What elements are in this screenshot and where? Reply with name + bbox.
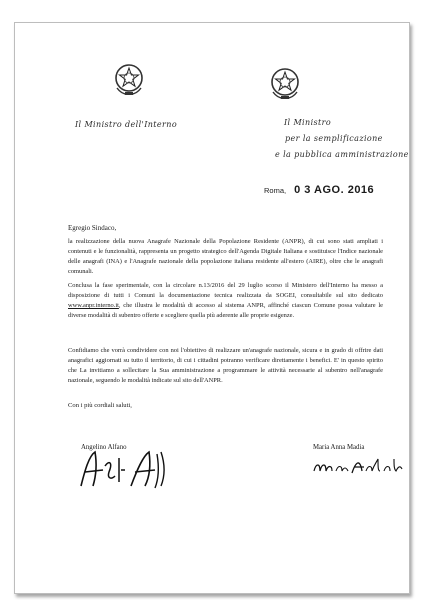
- handwritten-signature-alfano: [75, 446, 175, 492]
- paragraph-2: [68, 281, 383, 321]
- signer-name-right: Maria Anna Madia: [313, 444, 365, 451]
- paragraph-2-text-a: Conclusa la fase sperimentale, con la circolare n.13/2016 del 29 luglio scorso il Ministero dell'Interno ha messo a disposizione di tutti i Comuni la documentazione tecnica realizzata da SOGEI, consultabile sul sito dedicato: [68, 282, 383, 299]
- italian-republic-emblem-icon: [112, 61, 146, 97]
- letter-page: [14, 22, 410, 594]
- dateline: [264, 180, 374, 198]
- italian-republic-emblem-icon: [268, 65, 302, 101]
- anpr-website-link[interactable]: www.anpr.interno.it: [68, 302, 119, 309]
- minister-interior-title: Il Ministro dell'Interno: [75, 120, 178, 129]
- paragraph-1: la realizzazione della nuova Anagrafe Nazionale della Popolazione Residente (ANPR), di cui sono stati ampliati i contenuti e le funzionalità, rappresenta un progetto strategico dell'Agenda Digitale Italiana e sostituisce l'Indice nazionale delle anagrafi (INA) e l'Anagrafe nazionale della popolazione italiana residente all'estero (AIRE), oltre che le anagrafi comunali.: [68, 238, 383, 275]
- date-stamp: 0 3 AGO. 2016: [294, 184, 375, 196]
- signer-name-left: Angelino Alfano: [81, 444, 127, 451]
- closing-line: Con i più cordiali saluti,: [68, 402, 132, 409]
- minister-public-admin-subtitle-2: e la pubblica amministrazione: [275, 150, 409, 159]
- handwritten-signature-madia: [310, 455, 406, 479]
- paragraph-2-text-b: , che illustra le modalità di accesso al sistema ANPR, affinché ciascun Comune possa valutare le diverse modalità di subentro offerte e scegliere quella più aderente alle proprie esigenze.: [68, 302, 383, 319]
- minister-public-admin-title: Il Ministro: [284, 118, 332, 127]
- paragraph-3: Confidiamo che vorrà condividere con noi l'obiettivo di realizzare un'anagrafe nazionale, sicura e in grado di offrire dati anagrafici aggiornati su tutto il territorio, di cui i cittadini potranno verificare direttamente i benefici. E' in questo spirito che La invitiamo a sollecitare la Sua amministrazione a programmare le attività necessarie al subentro nell'anagrafe nazionale, seguendo le modalità indicate sul sito dell'ANPR.: [68, 347, 383, 384]
- salutation: Egregio Sindaco,: [68, 224, 117, 232]
- date-place: Roma,: [264, 186, 287, 195]
- minister-public-admin-subtitle-1: per la semplificazione: [285, 134, 383, 143]
